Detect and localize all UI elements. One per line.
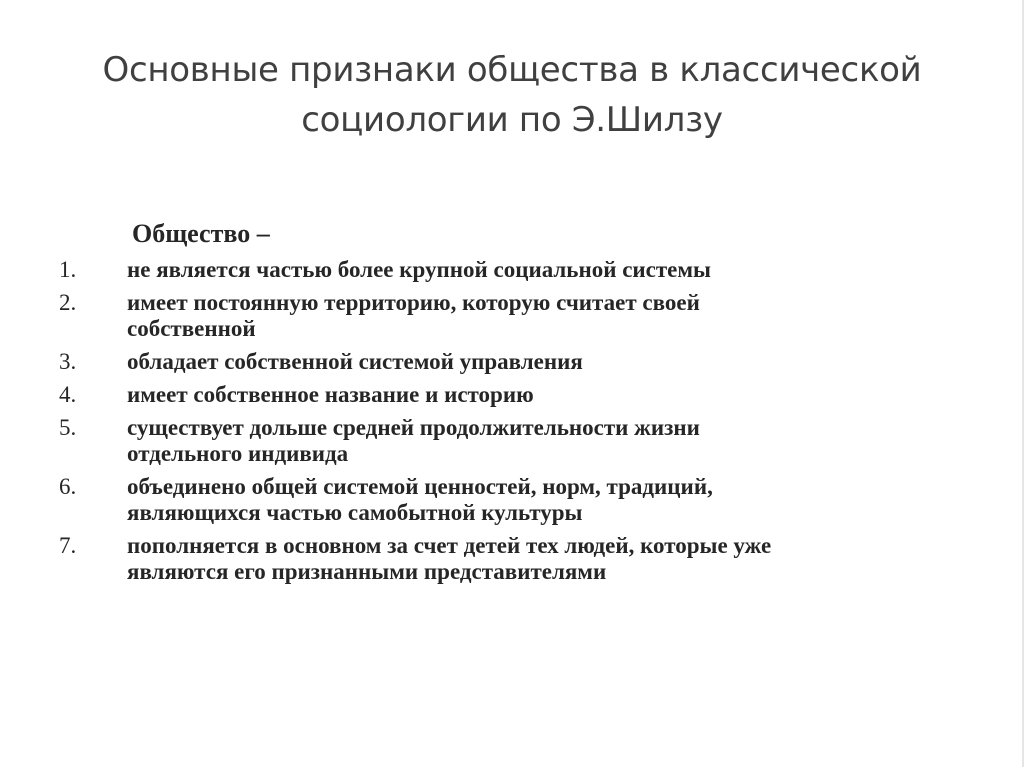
feature-item: [59, 257, 959, 283]
feature-number: 2.: [59, 290, 77, 315]
feature-text: [127, 382, 959, 408]
feature-number: 3.: [59, 349, 77, 374]
feature-list: [59, 257, 959, 592]
feature-item: [59, 382, 959, 408]
feature-number: 7.: [59, 533, 77, 558]
feature-item: [59, 415, 959, 467]
feature-line: собственной: [127, 316, 256, 341]
slide-title: [40, 45, 984, 145]
feature-text: [127, 533, 959, 585]
feature-text: [127, 415, 959, 467]
feature-line: существует дольше средней продолжительности жизни: [127, 415, 700, 440]
feature-line: не является частью более крупной социальной системы: [127, 257, 712, 282]
feature-line: объединено общей системой ценностей, норм, традиций,: [127, 474, 713, 499]
feature-text: [127, 257, 959, 283]
feature-item: [59, 474, 959, 526]
feature-line: являющихся частью самобытной культуры: [127, 500, 583, 525]
feature-item: [59, 533, 959, 585]
feature-item: [59, 290, 959, 342]
feature-line: являются его признанными представителями: [127, 559, 607, 584]
slide-title-line: социологии по Э.Шилзу: [301, 100, 723, 140]
feature-item: [59, 349, 959, 375]
feature-line: отдельного индивида: [127, 441, 349, 466]
feature-number: 4.: [59, 382, 77, 407]
feature-text: [127, 349, 959, 375]
feature-number: 1.: [59, 257, 77, 282]
feature-number: 6.: [59, 474, 77, 499]
feature-number: 5.: [59, 415, 77, 440]
feature-line: имеет постоянную территорию, которую считает своей: [127, 290, 700, 315]
feature-text: [127, 290, 959, 342]
feature-line: обладает собственной системой управления: [127, 349, 583, 374]
slide-title-line: Основные признаки общества в классической: [102, 50, 922, 90]
feature-line: имеет собственное название и историю: [127, 382, 534, 407]
feature-text: [127, 474, 959, 526]
feature-line: пополняется в основном за счет детей тех людей, которые уже: [127, 533, 772, 558]
list-heading: Общество –: [132, 219, 270, 248]
